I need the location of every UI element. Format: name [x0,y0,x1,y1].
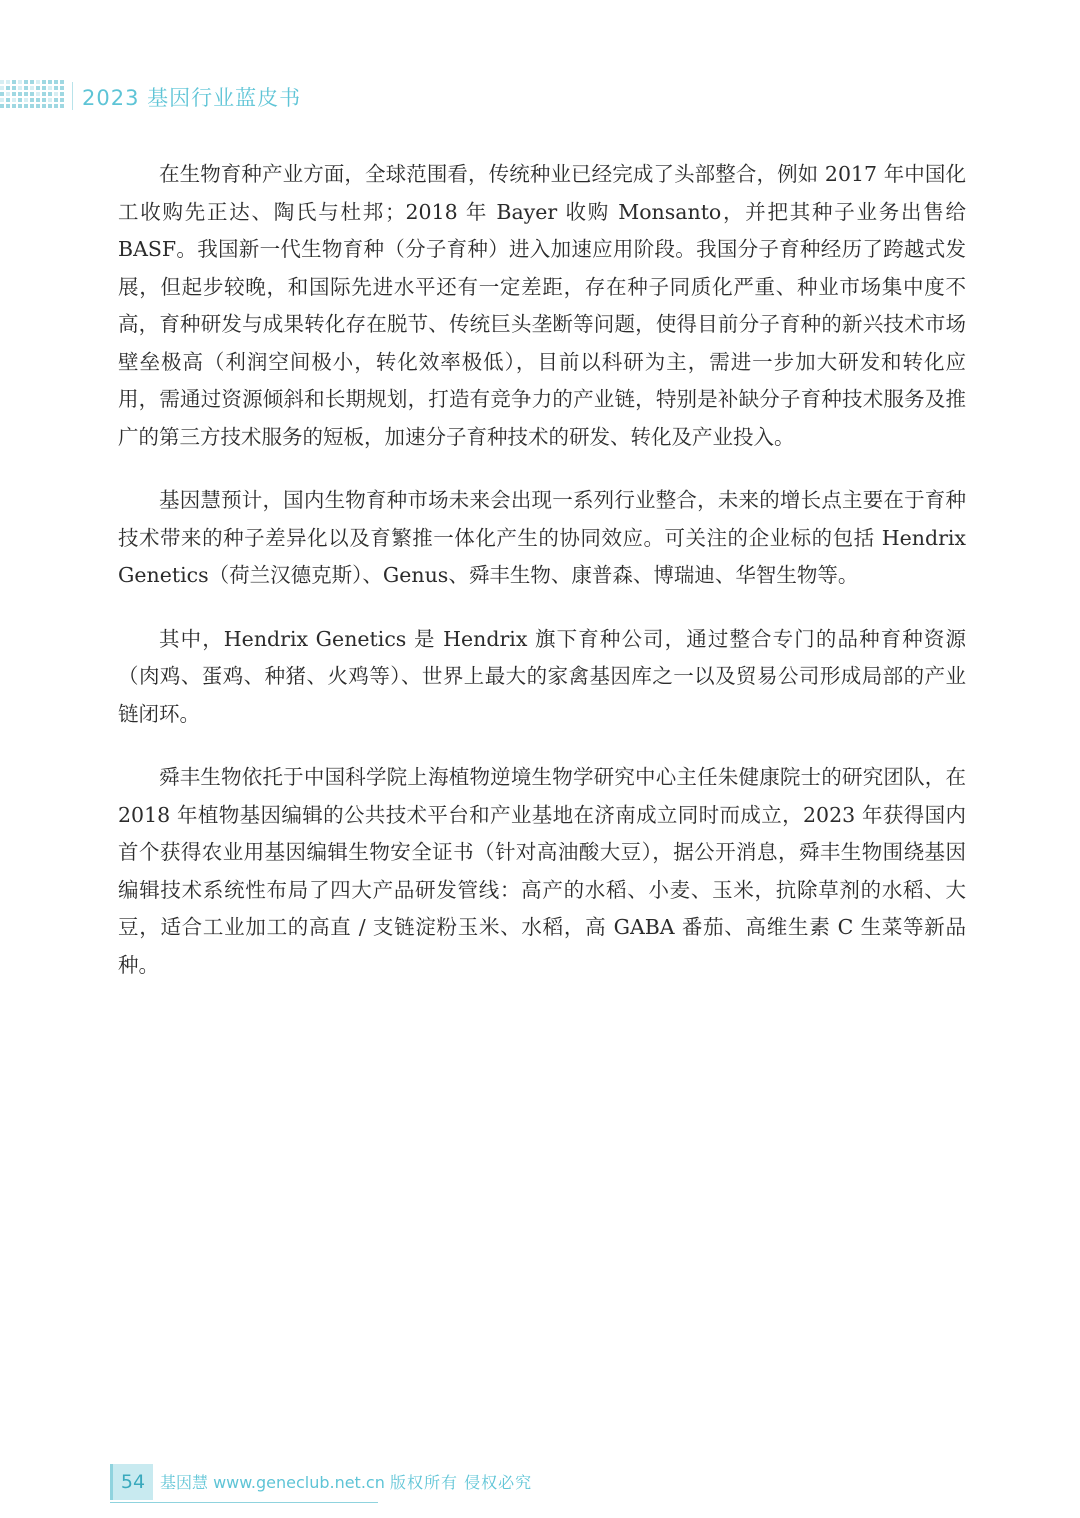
dot-grid-icon [0,80,68,108]
running-header-title: 2023 基因行业蓝皮书 [82,86,302,110]
footer-underline [110,1502,378,1503]
header-divider [72,82,73,110]
footer-copyright: 版权所有 侵权必究 [390,1473,533,1492]
paragraph-breeding-industry: 在生物育种产业方面，全球范围看，传统种业已经完成了头部整合，例如 2017 年中国化工收购先正达、陶氏与杜邦；2018 年 Bayer 收购 Monsanto，并把其种子业务出售给 BASF。我国新一代生物育种（分子育种）进入加速应用阶段。我国分子育种经历了跨越式发展，但起步较晚，和国际先进水平还有一定差距，存在种子同质化严重、种业市场集中度不高，育种研发与成果转化存在脱节、传统巨头垄断等问题，使得目前分子育种的新兴技术市场壁垒极高（利润空间极小，转化效率极低），目前以科研为主，需进一步加大研发和转化应用，需通过资源倾斜和长期规划，打造有竞争力的产业链，特别是补缺分子育种技术服务及推广的第三方技术服务的短板，加速分子育种技术的研发、转化及产业投入。 [118,162,966,449]
footer-brand-website: 基因慧 www.geneclub.net.cn [160,1473,385,1492]
body-text [118,156,966,1010]
paragraph-hendrix-genetics: 其中，Hendrix Genetics 是 Hendrix 旗下育种公司，通过整合专门的品种育种资源（肉鸡、蛋鸡、种猪、火鸡等）、世界上最大的家禽基因库之一以及贸易公司形成局部的产业链闭环。 [118,626,966,726]
page-number: 54 [110,1464,153,1500]
paragraph-market-forecast: 基因慧预计，国内生物育种市场未来会出现一系列行业整合，未来的增长点主要在于育种技术带来的种子差异化以及育繁推一体化产生的协同效应。可关注的企业标的包括 Hendrix Genetics（荷兰汉德克斯）、Genus、舜丰生物、康普森、博瑞迪、华智生物等。 [118,488,966,587]
page-footer [110,1471,590,1512]
paragraph-shunfeng-bio: 舜丰生物依托于中国科学院上海植物逆境生物学研究中心主任朱健康院士的研究团队，在 2018 年植物基因编辑的公共技术平台和产业基地在济南成立同时而成立，2023 年获得国内首个获得农业用基因编辑生物安全证书（针对高油酸大豆），据公开消息，舜丰生物围绕基因编辑技术系统性布局了四大产品研发管线：高产的水稻、小麦、玉米，抗除草剂的水稻、大豆，适合工业加工的高直 / 支链淀粉玉米、水稻，高 GABA 番茄、高维生素 C 生菜等新品种。 [118,765,966,977]
page-header [0,70,420,120]
